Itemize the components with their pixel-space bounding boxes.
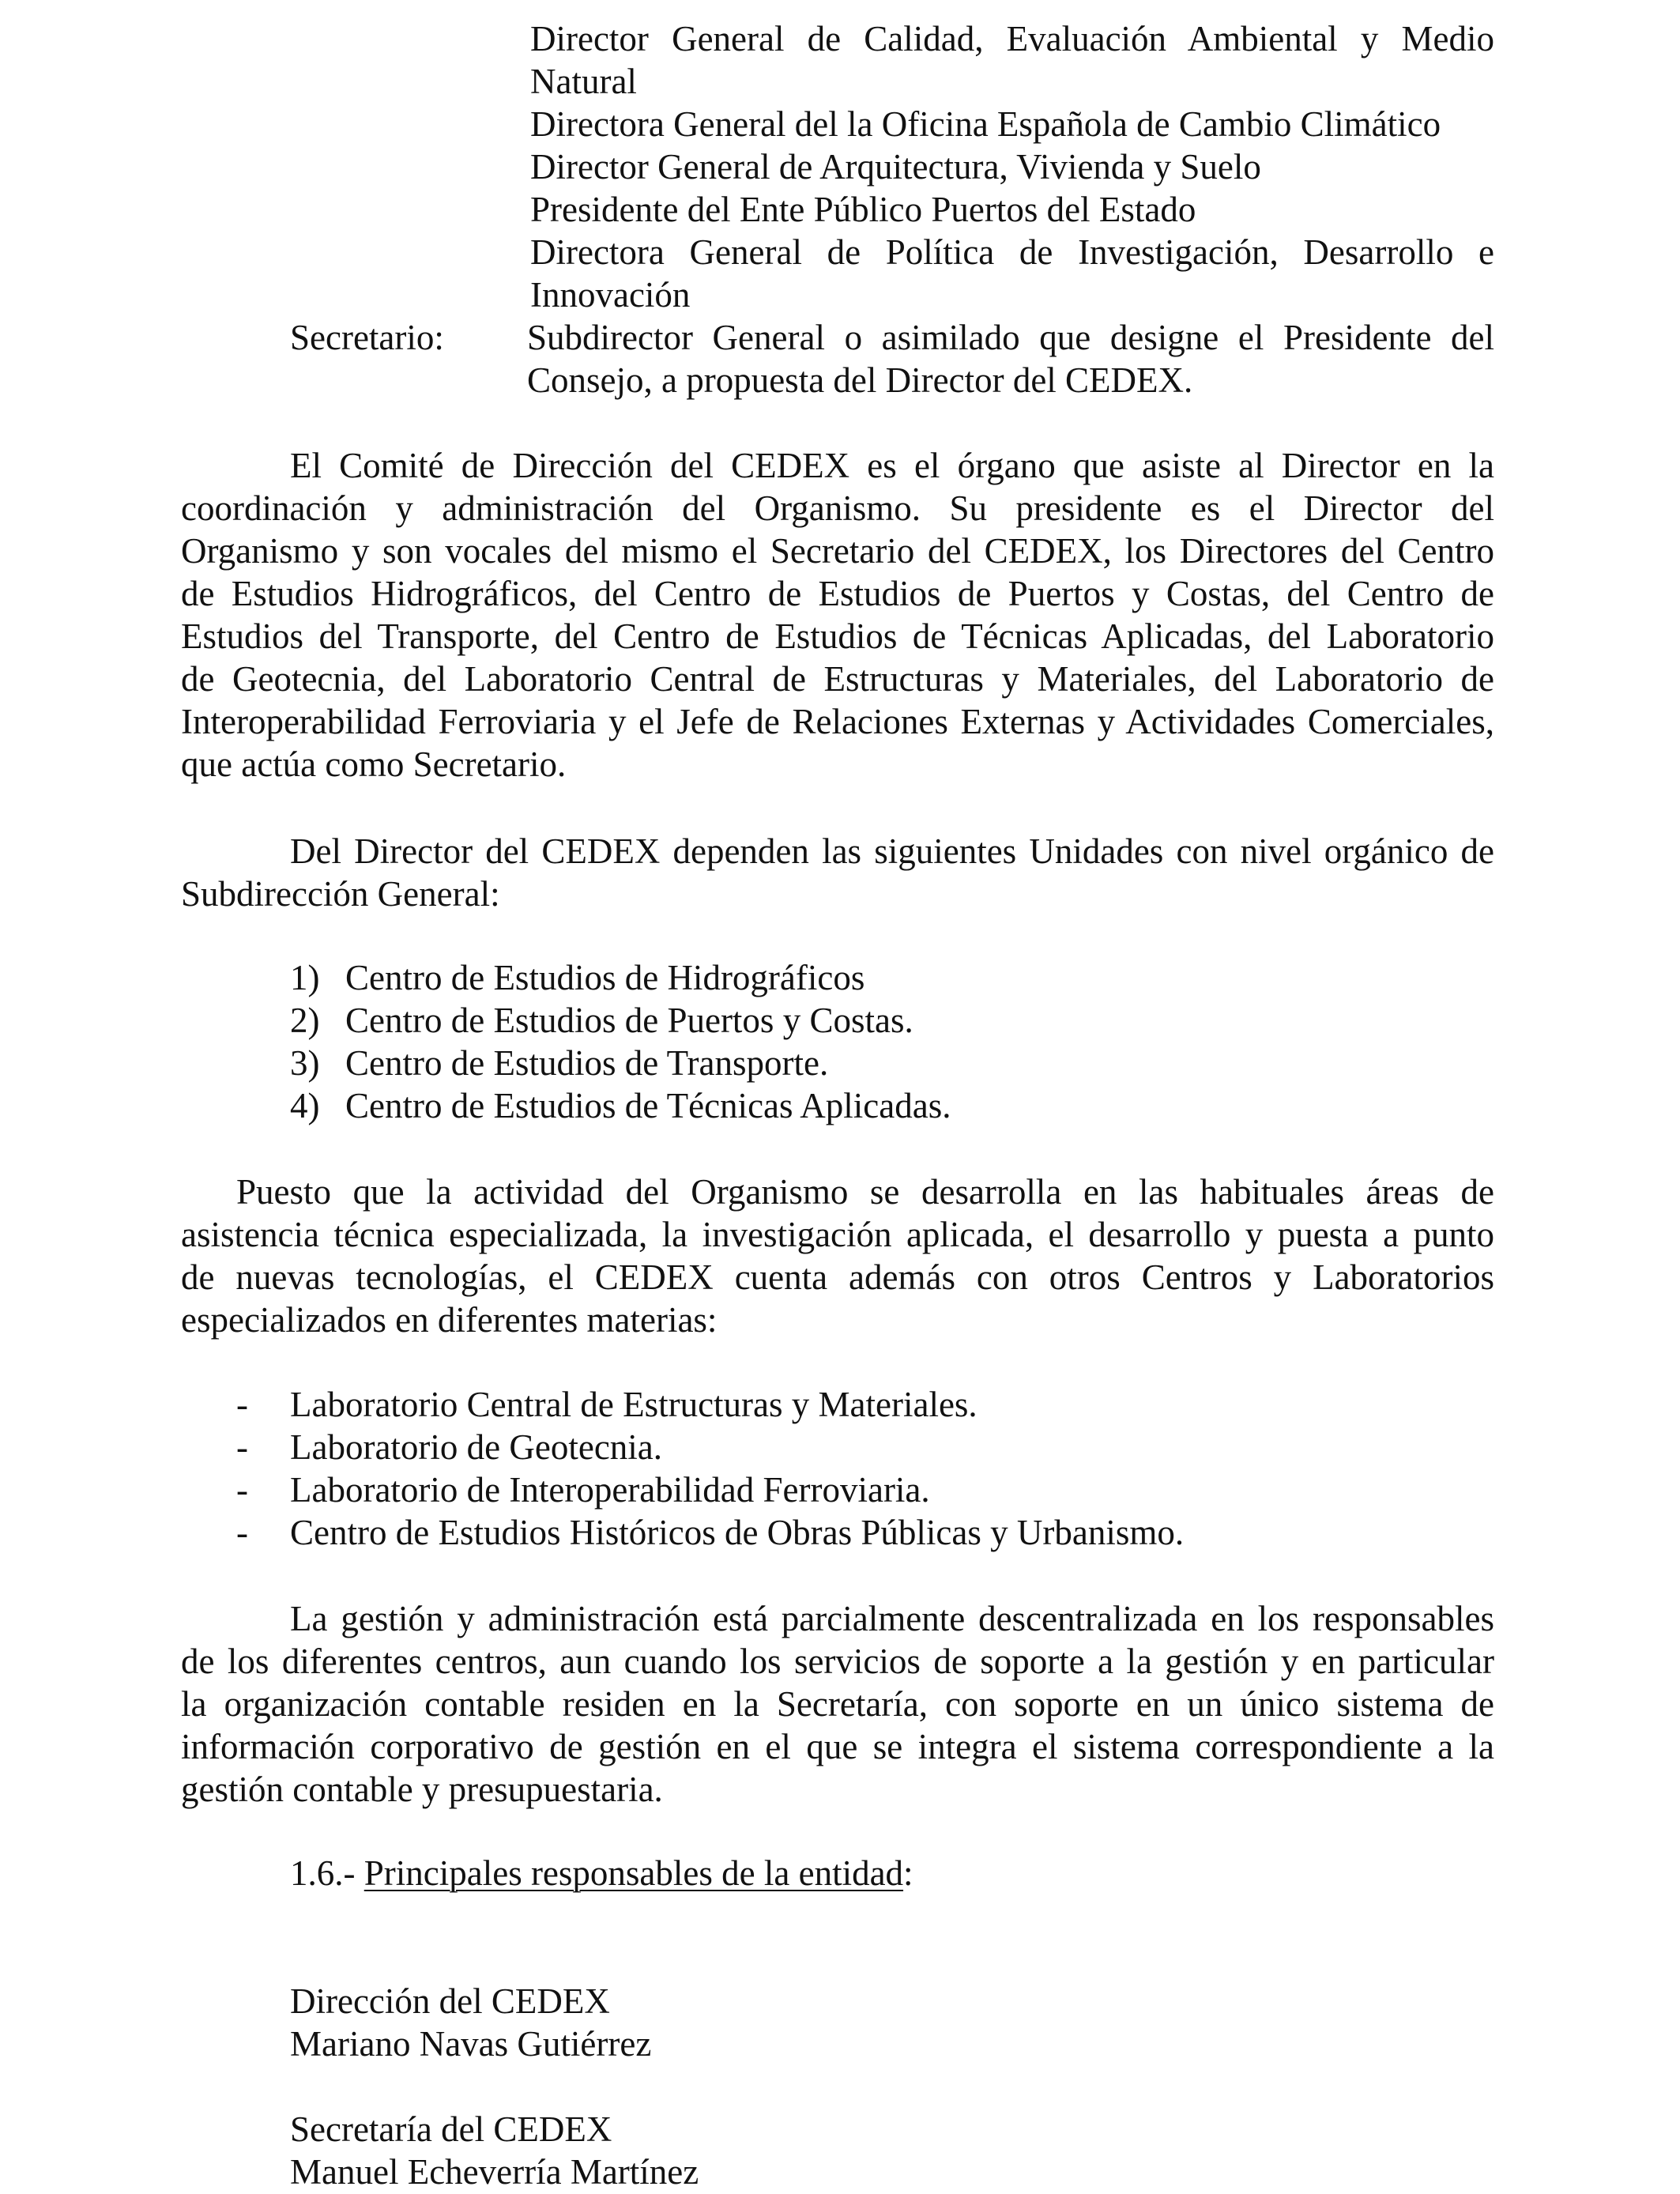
paragraph-line: de nuevas tecnologías, el CEDEX cuenta además con otros Centros y Laboratorios — [181, 1257, 1494, 1297]
paragraph-line: que actúa como Secretario. — [181, 745, 567, 784]
list-number: 1) — [290, 958, 320, 997]
member-line: Director General de Calidad, Evaluación Ambiental y Medio — [530, 19, 1494, 58]
member-line: Presidente del Ente Público Puertos del Estado — [530, 190, 1196, 229]
section-title: Principales responsables de la entidad — [363, 1853, 904, 1893]
list-dash: - — [236, 1427, 248, 1467]
list-text: Laboratorio Central de Estructuras y Materiales. — [290, 1385, 977, 1424]
council-members-list — [530, 17, 1494, 316]
secretario-line: Consejo, a propuesta del Director del CEDEX. — [527, 360, 1193, 400]
paragraph-line: La gestión y administración está parcialmente descentralizada en los responsables — [290, 1599, 1494, 1638]
paragraph-line: Organismo y son vocales del mismo el Secretario del CEDEX, los Directores del Centro — [181, 531, 1494, 571]
list-text: Centro de Estudios Históricos de Obras Públicas y Urbanismo. — [290, 1513, 1185, 1552]
paragraph-director — [181, 830, 1494, 915]
paragraph-line: de Geotecnia, del Laboratorio Central de Estructuras y Materiales, del Laboratorio de — [181, 659, 1494, 699]
paragraph-line: Puesto que la actividad del Organismo se desarrolla en las habituales áreas de — [236, 1172, 1494, 1212]
list-text: Centro de Estudios de Técnicas Aplicadas. — [345, 1086, 951, 1125]
list-text: Centro de Estudios de Transporte. — [345, 1043, 829, 1083]
responsable-role: Secretaría del CEDEX — [290, 2109, 612, 2149]
list-text: Centro de Estudios de Hidrográficos — [345, 958, 865, 997]
paragraph-line: Del Director del CEDEX dependen las siguientes Unidades con nivel orgánico de — [290, 831, 1494, 871]
secretario-line: Subdirector General o asimilado que designe el Presidente del — [527, 318, 1494, 357]
list-number: 3) — [290, 1043, 320, 1083]
paragraph-line: información corporativo de gestión en el que se integra el sistema correspondiente a la — [181, 1727, 1494, 1766]
paragraph-line: especializados en diferentes materias: — [181, 1300, 718, 1340]
responsable-block — [290, 1980, 651, 2065]
responsable-block — [290, 2108, 699, 2193]
section-number: 1.6.- — [290, 1853, 364, 1893]
member-line: Innovación — [530, 275, 691, 315]
list-number: 2) — [290, 1001, 320, 1040]
list-dash: - — [236, 1513, 248, 1552]
paragraph-line: gestión contable y presupuestaria. — [181, 1770, 663, 1809]
paragraph-line: coordinación y administración del Organismo. Su presidente es el Director del — [181, 488, 1494, 528]
paragraph-line: la organización contable residen en la Secretaría, con soporte en un único sistema de — [181, 1684, 1494, 1724]
paragraph-line: de Estudios Hidrográficos, del Centro de Estudios de Puertos y Costas, del Centro de — [181, 574, 1494, 613]
paragraph-line: Subdirección General: — [181, 874, 500, 914]
paragraph-line: Estudios del Transporte, del Centro de Estudios de Técnicas Aplicadas, del Laboratorio — [181, 616, 1494, 656]
member-line: Director General de Arquitectura, Vivienda y Suelo — [530, 147, 1261, 187]
responsable-name: Manuel Echeverría Martínez — [290, 2152, 699, 2192]
member-line: Directora General de Política de Investigación, Desarrollo e — [530, 232, 1494, 272]
paragraph-gestion — [181, 1597, 1494, 1811]
list-dash: - — [236, 1385, 248, 1424]
paragraph-line: Interoperabilidad Ferroviaria y el Jefe de Relaciones Externas y Actividades Comerciales, — [181, 702, 1494, 741]
list-text: Laboratorio de Interoperabilidad Ferroviaria. — [290, 1470, 930, 1510]
list-text: Laboratorio de Geotecnia. — [290, 1427, 663, 1467]
paragraph-line: de los diferentes centros, aun cuando los servicios de soporte a la gestión y en particular — [181, 1642, 1494, 1681]
member-line: Directora General del la Oficina Española de Cambio Climático — [530, 104, 1441, 144]
responsable-name: Mariano Navas Gutiérrez — [290, 2024, 652, 2064]
secretario-description — [527, 316, 1494, 401]
paragraph-line: asistencia técnica especializada, la investigación aplicada, el desarrollo y puesta a punto — [181, 1215, 1494, 1254]
list-text: Centro de Estudios de Puertos y Costas. — [345, 1001, 913, 1040]
paragraph-line: El Comité de Dirección del CEDEX es el órgano que asiste al Director en la — [290, 446, 1494, 485]
paragraph-comite — [181, 444, 1494, 786]
list-number: 4) — [290, 1086, 320, 1125]
member-line: Natural — [530, 62, 637, 101]
paragraph-puesto — [181, 1171, 1494, 1341]
list-dash: - — [236, 1470, 248, 1510]
section-heading — [290, 1852, 913, 1894]
section-suffix: : — [903, 1853, 913, 1893]
secretario-label: Secretario: — [290, 318, 444, 357]
responsable-role: Dirección del CEDEX — [290, 1981, 610, 2021]
